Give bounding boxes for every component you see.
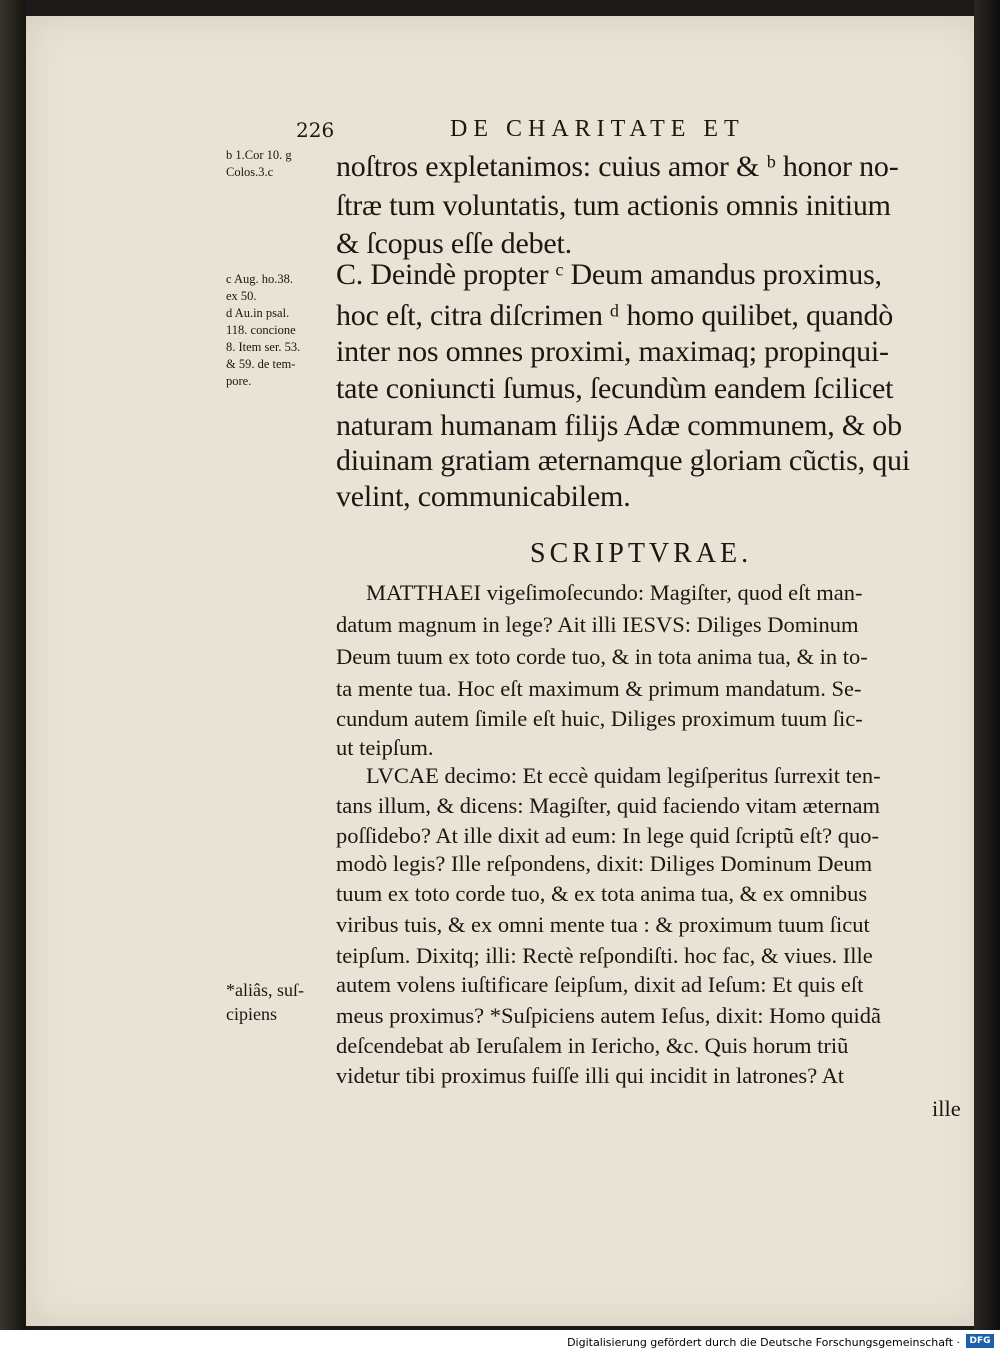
digitization-credit: Digitalisierung gefördert durch die Deutsche Forschungsgemeinschaft · bbox=[567, 1336, 960, 1349]
sidenote-line: ex 50. bbox=[226, 289, 257, 303]
sidenote-line: 118. concione bbox=[226, 323, 296, 337]
running-head: DE CHARITATE ET bbox=[450, 116, 745, 142]
sidenote-line: *aliâs, suſ- bbox=[226, 980, 304, 1000]
sidenote-line: & 59. de tem- bbox=[226, 357, 296, 371]
text-line: hoc eſt, citra diſcrimen ᵈ homo quilibet, quandò bbox=[336, 299, 894, 332]
text-line: LVCAE decimo: Et eccè quidam legiſperitus ſurrexit ten- bbox=[366, 763, 881, 788]
sidenote-line: b 1.Cor 10. g bbox=[226, 148, 292, 162]
text-line: inter nos omnes proximi, maximaq; propinqui- bbox=[336, 335, 889, 368]
sidenote-line: 8. Item ser. 53. bbox=[226, 340, 301, 354]
text-line: MATTHAEI vigeſimoſecundo: Magiſter, quod eſt man- bbox=[366, 580, 863, 605]
text-line: ut teipſum. bbox=[336, 735, 434, 760]
text-line: poſſidebo? At ille dixit ad eum: In lege quid ſcriptũ eſt? quo- bbox=[336, 823, 879, 848]
sidenote-line: cipiens bbox=[226, 1004, 277, 1024]
sidenote-line: pore. bbox=[226, 374, 252, 388]
text-line: & ſcopus eſſe debet. bbox=[336, 227, 572, 260]
text-line: teipſum. Dixitq; illi: Rectè reſpondiſti. hoc fac, & viues. Ille bbox=[336, 943, 873, 968]
text-line: noſtros expletanimos: cuius amor & ᵇ honor no- bbox=[336, 150, 899, 183]
catchword: ille bbox=[932, 1096, 961, 1121]
text-line: datum magnum in lege? Ait illi IESVS: Diliges Dominum bbox=[336, 612, 859, 637]
text-line: modò legis? Ille reſpondens, dixit: Diliges Dominum Deum bbox=[336, 851, 873, 876]
text-line: Deum tuum ex toto corde tuo, & in tota anima tua, & in to- bbox=[336, 644, 868, 669]
scan-left-edge bbox=[0, 0, 26, 1330]
text-line: velint, communicabilem. bbox=[336, 480, 631, 513]
text-line: ta mente tua. Hoc eſt maximum & primum mandatum. Se- bbox=[336, 676, 862, 701]
dfg-logo: DFG bbox=[966, 1334, 994, 1348]
sidenote-line: c Aug. ho.38. bbox=[226, 272, 294, 286]
sidenote-line: Colos.3.c bbox=[226, 165, 274, 179]
sidenote-line: d Au.in psal. bbox=[226, 306, 290, 320]
text-line: tans illum, & dicens: Magiſter, quid faciendo vitam æternam bbox=[336, 793, 880, 818]
text-line: autem volens iuſtificare ſeipſum, dixit ad Ieſum: Et quis eſt bbox=[336, 972, 864, 997]
text-line: C. Deindè propter ᶜ Deum amandus proximus, bbox=[336, 258, 882, 291]
scan-right-edge bbox=[974, 0, 1000, 1330]
text-line: videtur tibi proximus fuiſſe illi qui incidit in latrones? At bbox=[336, 1063, 845, 1088]
text-line: cundum autem ſimile eſt huic, Diliges proximum tuum ſic- bbox=[336, 706, 863, 731]
text-line: deſcendebat ab Ieruſalem in Iericho, &c. Quis horum triũ bbox=[336, 1033, 849, 1058]
text-line: ſtræ tum voluntatis, tum actionis omnis initium bbox=[336, 189, 891, 222]
text-line: naturam humanam filijs Adæ communem, & ob bbox=[336, 409, 902, 442]
page-number: 226 bbox=[296, 118, 335, 142]
text-line: tuum ex toto corde tuo, & ex tota anima tua, & ex omnibus bbox=[336, 881, 868, 906]
section-heading: SCRIPTVRAE. bbox=[530, 538, 753, 569]
text-line: viribus tuis, & ex omni mente tua : & proximum tuum ſicut bbox=[336, 912, 870, 937]
text-line: diuinam gratiam æternamque gloriam cũctis, qui bbox=[336, 444, 910, 477]
text-line: tate coniuncti ſumus, ſecundùm eandem ſcilicet bbox=[336, 372, 894, 405]
text-line: meus proximus? *Suſpiciens autem Ieſus, dixit: Homo quidã bbox=[336, 1003, 881, 1028]
